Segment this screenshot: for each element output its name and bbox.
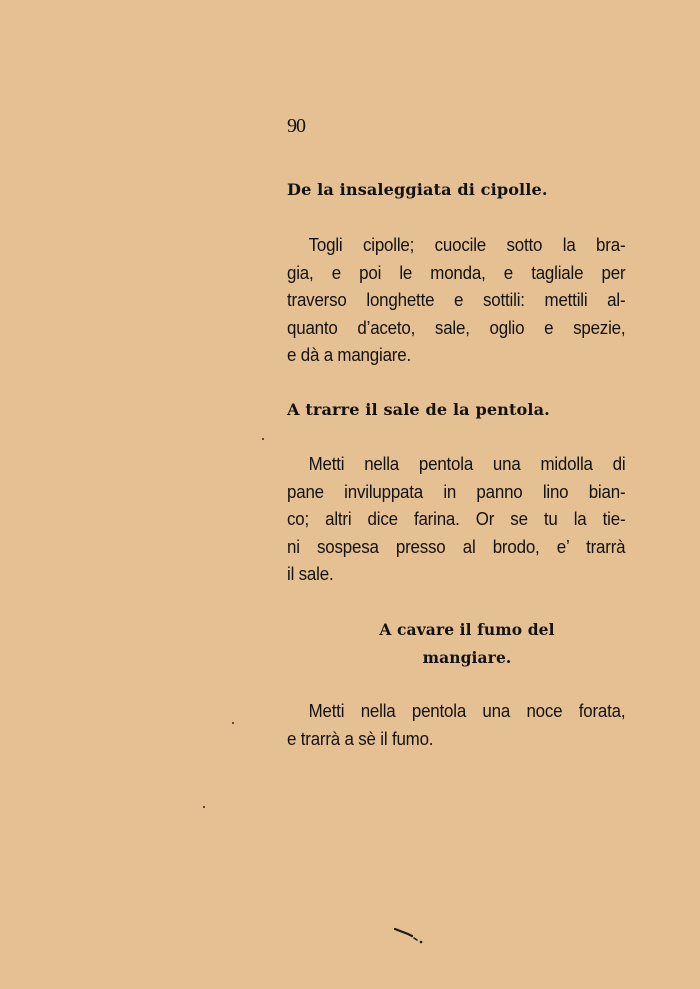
text-line: ni sospesa presso al brodo, e’ trarrà (287, 536, 626, 557)
scan-speck (203, 806, 205, 808)
text-line: traverso longhette e sottili: mettili al- (287, 290, 626, 310)
section-text (287, 232, 647, 370)
section-heading: De la insaleggiata di cipolle. (287, 180, 548, 199)
section-text (287, 451, 647, 589)
scan-smudge (394, 926, 426, 946)
text-line: quanto d’aceto, sale, oglio e spezie, (287, 317, 626, 338)
heading-line: A cavare il fumo del (379, 620, 555, 639)
paragraph (287, 698, 625, 753)
text-line: Metti nella pentola una noce forata, (308, 701, 626, 721)
section-text (287, 698, 647, 753)
paragraph (287, 232, 625, 370)
page-number: 90 (287, 115, 305, 137)
section-heading: A trarre il sale de la pentola. (287, 400, 550, 419)
text-line: Togli cipolle; cuocile sotto la bra- (308, 235, 626, 255)
text-line: co; altri dice farina. Or se tu la tie- (287, 509, 626, 529)
text-line: gia, e poi le monda, e tagliale per (287, 262, 626, 283)
scan-speck (262, 438, 264, 440)
section-sale (287, 396, 647, 424)
section-fumo (287, 616, 647, 672)
scan-speck (232, 722, 234, 724)
text-line: e dà a mangiare. (287, 345, 411, 365)
text-line: pane inviluppata in panno lino bian- (287, 481, 626, 502)
text-line: e trarrà a sè il fumo. (287, 728, 434, 749)
heading-line: mangiare. (422, 648, 512, 667)
text-line: il sale. (287, 564, 334, 584)
section-heading (287, 616, 647, 672)
section-insaleggiata (287, 176, 647, 204)
text-line: Metti nella pentola una midolla di (308, 454, 626, 474)
paragraph (287, 451, 625, 589)
